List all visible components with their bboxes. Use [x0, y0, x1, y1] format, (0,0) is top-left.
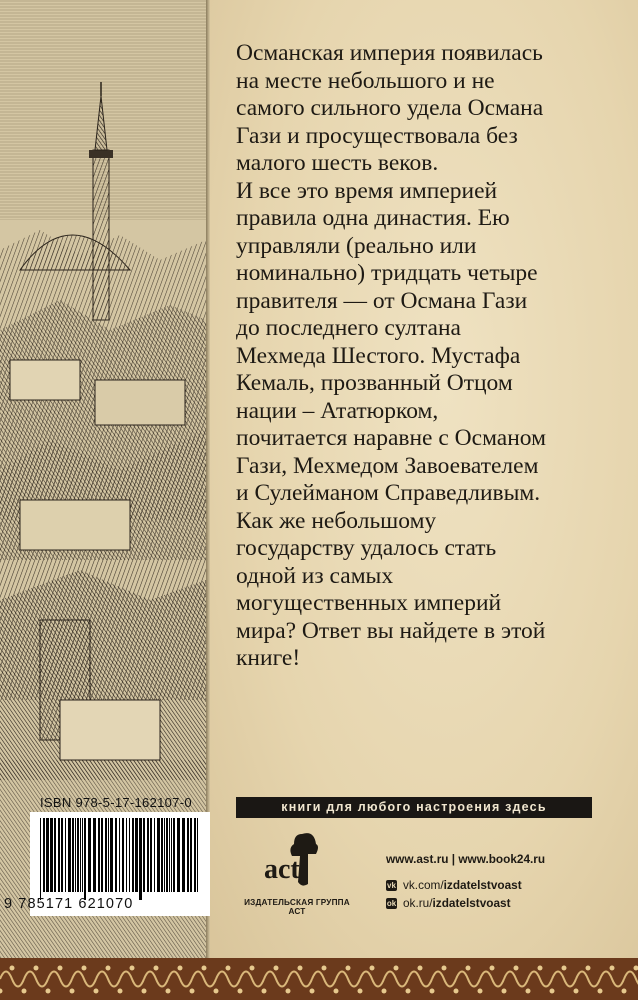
social-link-ok — [386, 896, 511, 910]
barcode-bars — [38, 818, 202, 900]
social-domain: vk.com/ — [403, 878, 444, 892]
social-handle: izdatelstvoast — [443, 878, 522, 892]
ornamental-border — [0, 958, 638, 1000]
social-handle: izdatelstvoast — [432, 896, 511, 910]
publisher-tagline: книги для любого настроения здесь — [236, 797, 592, 818]
barcode-digits: 9 785171 621070 — [4, 896, 134, 912]
isbn-label: ISBN 978-5-17-162107-0 — [40, 795, 192, 810]
publisher-websites: www.ast.ru | www.book24.ru — [386, 852, 546, 866]
social-domain: ok.ru/ — [403, 896, 433, 910]
book-description: Османская империя появилась на месте небольшого и не самого сильного удела Османа Гази и просуществовала без малого шесть веков. И все это время империей правила одна династия. Ею управляли (реально или номинально) тридцать четыре правителя — от Османа Гази до последнего султана Мехмеда Шестого. Мустафа Кемаль, прозванный Отцом нации – Ататюрком, почитается наравне с Османом Гази, Мехмедом Завоевателем и Сулейманом Справедливым. Как же небольшому государству удалось стать одной из самых могущественных империй мира? Ответ вы найдете в этой книге! — [236, 40, 546, 671]
vk-icon: vk — [387, 880, 396, 890]
ok-icon: ok — [386, 898, 397, 908]
ast-logo-text: act — [264, 854, 300, 885]
ast-publisher-logo — [262, 832, 332, 892]
social-link-vk — [386, 878, 522, 892]
publisher-caption: ИЗДАТЕЛЬСКАЯ ГРУППА АСТ — [244, 898, 350, 916]
